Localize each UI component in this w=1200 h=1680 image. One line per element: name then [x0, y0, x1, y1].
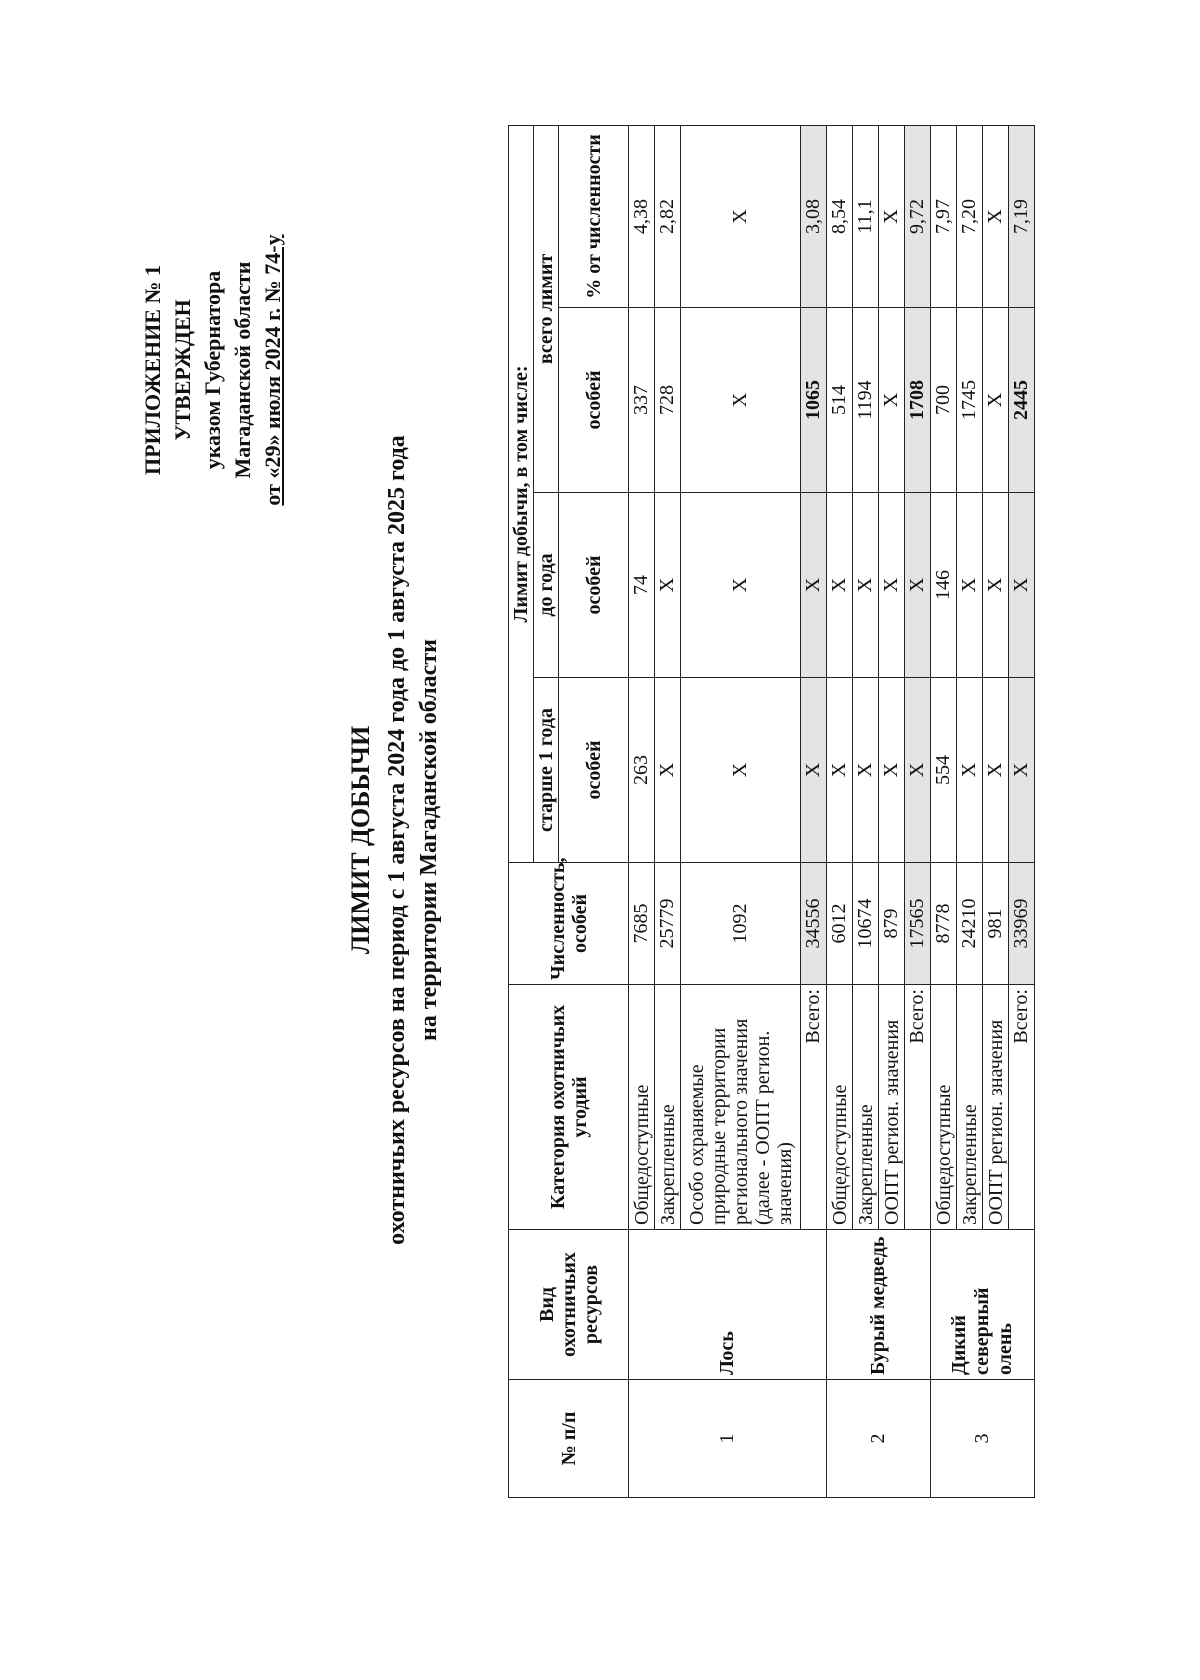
population-cell: 10674: [853, 863, 879, 985]
header-total-unit: особей: [559, 308, 629, 493]
younger-limit-cell: Х: [957, 493, 983, 678]
total-percent-cell: 7,19: [1009, 125, 1035, 307]
younger-limit-cell: Х: [655, 493, 681, 678]
decree-date: от «29» июля 2024 г. № 74-у: [260, 234, 285, 506]
total-limit-cell: Х: [681, 308, 801, 493]
younger-limit-cell: Х: [879, 493, 905, 678]
total-limit-cell: 1745: [957, 308, 983, 493]
total-limit-cell: 337: [629, 308, 655, 493]
category-cell: Особо охраняемые природные территории регионального значения (далее - ООПТ регион. значения): [681, 985, 801, 1230]
older-limit-cell: Х: [957, 678, 983, 863]
approved-label: УТВЕРЖДЕН: [170, 299, 195, 441]
total-older-cell: Х: [1009, 678, 1035, 863]
total-older-cell: Х: [801, 678, 827, 863]
older-limit-cell: Х: [853, 678, 879, 863]
table-header: [509, 125, 629, 1497]
population-cell: 25779: [655, 863, 681, 985]
approved-by-line2: Магаданской области: [230, 261, 255, 479]
category-cell: Общедоступные: [931, 985, 957, 1230]
total-younger-cell: Х: [1009, 493, 1035, 678]
species-name: Дикий северный олень: [931, 1230, 1035, 1380]
document-subtitle-line1: охотничьих ресурсов на период с 1 августа 2024 года до 1 августа 2025 года: [384, 435, 410, 1245]
hunting-limit-table: [508, 125, 1035, 1498]
population-cell: 6012: [827, 863, 853, 985]
total-limit-sum-cell: 2445: [1009, 308, 1035, 493]
total-limit-sum-cell: 1708: [905, 308, 931, 493]
younger-limit-cell: Х: [827, 493, 853, 678]
total-limit-cell: 728: [655, 308, 681, 493]
row-number: 2: [827, 1380, 931, 1498]
population-cell: 981: [983, 863, 1009, 985]
younger-limit-cell: Х: [853, 493, 879, 678]
header-species: Вид охотничьих ресурсов: [509, 1230, 629, 1380]
header-percent: % от численности: [559, 125, 629, 307]
older-limit-cell: Х: [983, 678, 1009, 863]
population-cell: 24210: [957, 863, 983, 985]
population-cell: 8778: [931, 863, 957, 985]
total-limit-cell: 700: [931, 308, 957, 493]
approval-block: [138, 120, 288, 620]
older-limit-cell: Х: [655, 678, 681, 863]
percent-cell: 7,20: [957, 125, 983, 307]
category-cell: ООПТ регион. значения: [983, 985, 1009, 1230]
total-limit-cell: Х: [983, 308, 1009, 493]
population-cell: 1092: [681, 863, 801, 985]
header-older-unit: особей: [559, 678, 629, 863]
total-younger-cell: Х: [905, 493, 931, 678]
younger-limit-cell: Х: [681, 493, 801, 678]
table-row: [629, 125, 655, 1497]
header-num: № п/п: [509, 1380, 629, 1498]
total-population-cell: 33969: [1009, 863, 1035, 985]
percent-cell: 2,82: [655, 125, 681, 307]
category-cell: ООПТ регион. значения: [879, 985, 905, 1230]
percent-cell: Х: [983, 125, 1009, 307]
header-older: старше 1 года: [534, 678, 559, 863]
older-limit-cell: Х: [681, 678, 801, 863]
total-label: Всего:: [1009, 985, 1035, 1230]
species-name: Бурый медведь: [827, 1230, 931, 1380]
appendix-number: ПРИЛОЖЕНИЕ № 1: [140, 264, 165, 476]
younger-limit-cell: Х: [983, 493, 1009, 678]
table-row: [931, 125, 957, 1497]
total-label: Всего:: [801, 985, 827, 1230]
total-limit-cell: 514: [827, 308, 853, 493]
header-total-limit: всего лимит: [534, 125, 559, 492]
younger-limit-cell: 146: [931, 493, 957, 678]
total-population-cell: 34556: [801, 863, 827, 985]
category-cell: Общедоступные: [629, 985, 655, 1230]
row-number: 3: [931, 1380, 1035, 1498]
total-limit-cell: 1194: [853, 308, 879, 493]
percent-cell: 4,38: [629, 125, 655, 307]
header-category: Категория охотничьих угодий: [509, 985, 629, 1230]
header-population: Численность, особей: [509, 863, 629, 985]
total-limit-cell: Х: [879, 308, 905, 493]
category-cell: Закрепленные: [853, 985, 879, 1230]
older-limit-cell: 263: [629, 678, 655, 863]
total-limit-sum-cell: 1065: [801, 308, 827, 493]
total-population-cell: 17565: [905, 863, 931, 985]
row-number: 1: [629, 1380, 827, 1498]
percent-cell: Х: [879, 125, 905, 307]
population-cell: 879: [879, 863, 905, 985]
population-cell: 7685: [629, 863, 655, 985]
percent-cell: 7,97: [931, 125, 957, 307]
older-limit-cell: Х: [827, 678, 853, 863]
total-older-cell: Х: [905, 678, 931, 863]
document-subtitle-line2: на территории Магаданской области: [416, 639, 442, 1041]
total-label: Всего:: [905, 985, 931, 1230]
total-percent-cell: 3,08: [801, 125, 827, 307]
older-limit-cell: Х: [879, 678, 905, 863]
document-title: ЛИМИТ ДОБЫЧИ: [346, 725, 375, 955]
header-younger-unit: особей: [559, 493, 629, 678]
total-younger-cell: Х: [801, 493, 827, 678]
total-percent-cell: 9,72: [905, 125, 931, 307]
header-limit: Лимит добычи, в том числе:: [509, 125, 534, 862]
younger-limit-cell: 74: [629, 493, 655, 678]
percent-cell: 11,1: [853, 125, 879, 307]
older-limit-cell: 554: [931, 678, 957, 863]
percent-cell: Х: [681, 125, 801, 307]
category-cell: Общедоступные: [827, 985, 853, 1230]
category-cell: Закрепленные: [655, 985, 681, 1230]
category-cell: Закрепленные: [957, 985, 983, 1230]
species-name: Лось: [629, 1230, 827, 1380]
approved-by-line1: указом Губернатора: [200, 270, 225, 470]
table-body: [629, 125, 1035, 1497]
table-row: [827, 125, 853, 1497]
header-younger: до года: [534, 493, 559, 678]
percent-cell: 8,54: [827, 125, 853, 307]
